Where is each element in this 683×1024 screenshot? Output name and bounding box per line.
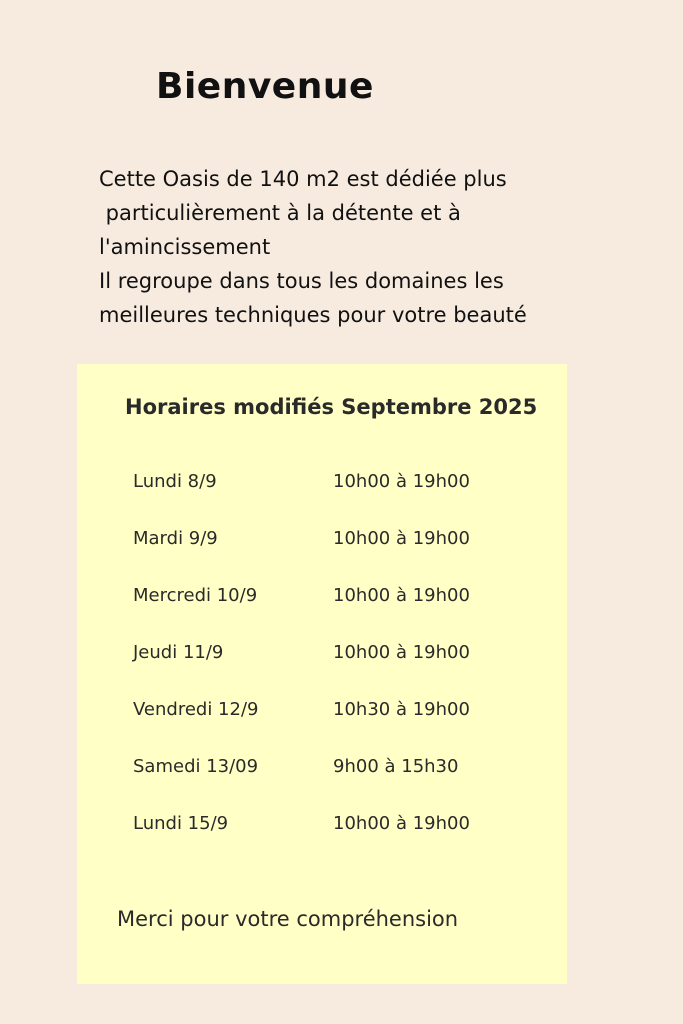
schedule-hours: 10h00 à 19h00 — [333, 471, 470, 492]
schedule-day: Samedi 13/09 — [133, 756, 259, 777]
schedule-hours: 10h00 à 19h00 — [333, 528, 470, 549]
schedule-day: Lundi 8/9 — [133, 471, 217, 492]
schedule-day: Jeudi 11/9 — [133, 642, 224, 663]
intro-line: Il regroupe dans tous les domaines les — [99, 269, 504, 293]
thanks-message: Merci pour votre compréhension — [117, 907, 459, 931]
page-title: Bienvenue — [156, 66, 374, 107]
intro-line: Cette Oasis de 140 m2 est dédiée plus — [99, 167, 507, 191]
schedule-day: Lundi 15/9 — [133, 813, 229, 834]
intro-line: l'amincissement — [99, 235, 271, 259]
schedule-day: Vendredi 12/9 — [133, 699, 259, 720]
schedule-day: Mercredi 10/9 — [133, 585, 258, 606]
intro-text — [99, 162, 569, 332]
intro-line: particulièrement à la détente et à — [99, 201, 461, 225]
schedule-hours: 9h00 à 15h30 — [333, 756, 459, 777]
schedule-day: Mardi 9/9 — [133, 528, 218, 549]
intro-line: meilleures techniques pour votre beauté — [99, 303, 527, 327]
schedule-hours: 10h00 à 19h00 — [333, 813, 470, 834]
schedule-hours: 10h30 à 19h00 — [333, 699, 470, 720]
schedule-hours: 10h00 à 19h00 — [333, 642, 470, 663]
notice-title: Horaires modifiés Septembre 2025 — [125, 395, 538, 419]
schedule-notice — [77, 364, 567, 984]
schedule-hours: 10h00 à 19h00 — [333, 585, 470, 606]
